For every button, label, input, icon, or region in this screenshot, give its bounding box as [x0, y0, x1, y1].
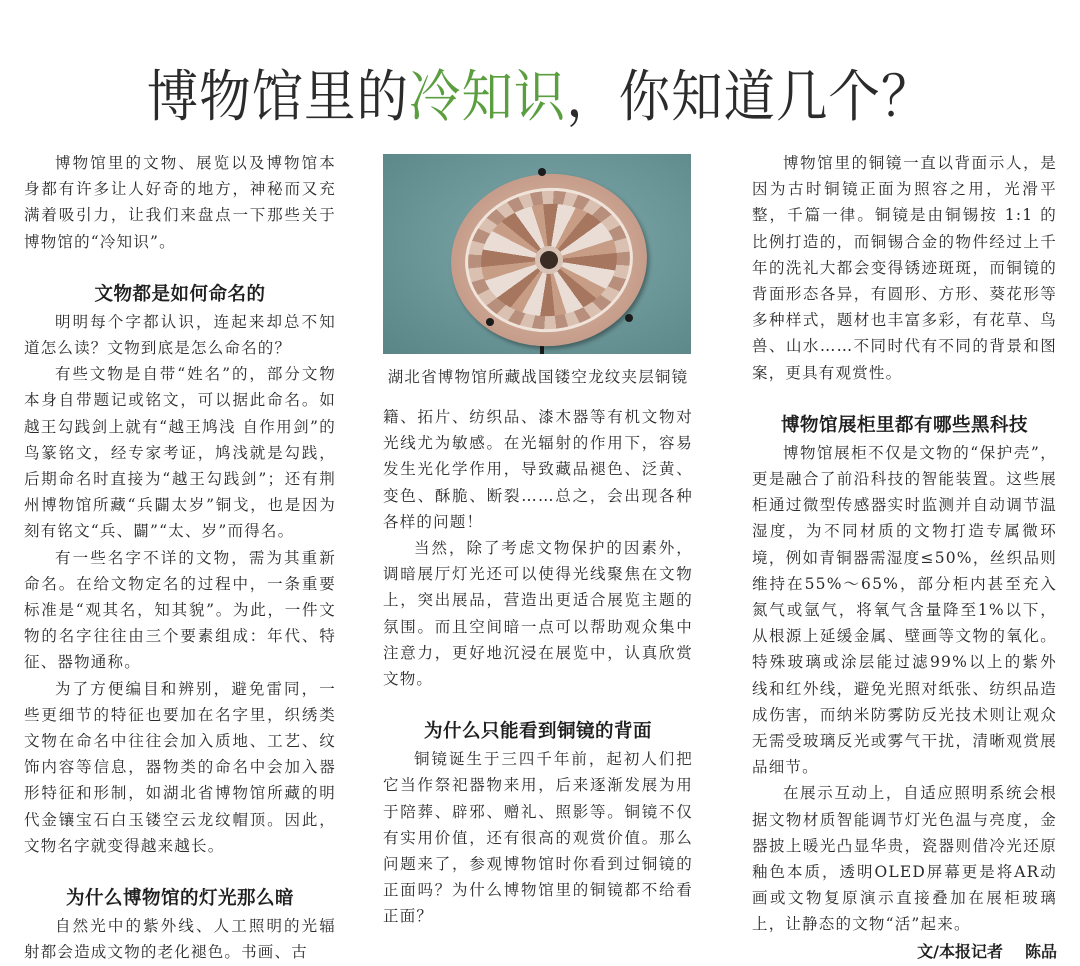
paragraph: 籍、拓片、纺织品、漆木器等有机文物对光线尤为敏感。在光辐射的作用下，容易发生光化学作用，导致藏品褪色、泛黄、变色、酥脆、断裂……总之，会出现各种各样的问题！ — [383, 408, 693, 531]
paragraph: 有些文物是自带“姓名”的，部分文物本身自带题记或铭文，可以据此命名。如越王勾践剑上就有“越王鸠浅 自作用剑”的鸟篆铭文，经专家考证，鸠浅就是勾践，后期命名时直接为“越王勾践剑”；还有荆州博物馆所藏“兵闢太岁”铜戈，也是因为刻有铭文“兵、闢”“太、岁”而得名。 — [24, 365, 336, 541]
paragraph: 博物馆展柜不仅是文物的“保护壳”，更是融合了前沿科技的智能装置。这些展柜通过微型传感器实时监测并自动调节温湿度，为不同材质的文物打造专属微环境，例如青铜器需湿度≤50%，丝织品则维持在55%～65%，部分柜内甚至充入氮气或氩气，将氧气含量降至1%以下，从根源上延缓金属、壁画等文物的氧化。特殊玻璃或涂层能过滤99%以上的紫外线和红外线，避免光照对纸张、纺织品造成伤害，而纳米防雾防反光技术则让观众无需受玻璃反光或雾气干扰，清晰观赏展品细节。 — [752, 443, 1057, 777]
paragraph: 当然，除了考虑文物保护的因素外，调暗展厅灯光还可以使得光线聚焦在文物上，突出展品，营造出更适合展览主题的氛围。而且空间暗一点可以帮助观众集中注意力，更好地沉浸在展览中，认真欣赏文物。 — [383, 539, 693, 689]
paragraph: 在展示互动上，自适应照明系统会根据文物材质智能调节灯光色温与亮度，金器披上暖光凸显华贵，瓷器则借冷光还原釉色本质，透明OLED屏幕更是将AR动画或文物复原演示直接叠加在展柜玻璃上，让静态的文物“活”起来。 — [752, 784, 1057, 934]
figure-caption: 湖北省博物馆所藏战国镂空龙纹夹层铜镜 — [387, 368, 689, 386]
headline-highlight: 冷知识 — [408, 65, 567, 130]
paragraph: 明明每个字都认识，连起来却总不知道怎么读？文物到底是怎么命名的？ — [24, 312, 336, 358]
headline — [43, 62, 1037, 134]
paragraph: 有一些名字不详的文物，需为其重新命名。在给文物定名的过程中，一条重要标准是“观其名，知其貌”。为此，一件文物的名字往往由三个要素组成：年代、特征、器物通称。 — [24, 548, 336, 672]
headline-prefix: 博物馆里的 — [146, 65, 409, 130]
bronze-mirror-photo — [383, 154, 691, 354]
paragraph: 自然光中的紫外线、人工照明的光辐射都会造成文物的老化褪色。书画、古 — [24, 917, 336, 962]
byline-author: 陈品 — [1024, 941, 1057, 961]
section-heading-lighting: 为什么博物馆的灯光那么暗 — [65, 888, 294, 910]
paragraph: 铜镜诞生于三四千年前，起初人们把它当作祭祀器物来用，后来逐渐发展为用于陪葬、辟邪、赠礼、照影等。铜镜不仅有实用价值，还有很高的观赏价值。那么问题来了，参观博物馆时你看到过铜镜的正面吗？为什么博物馆里的铜镜都不给看正面？ — [383, 750, 693, 926]
section-heading-tech: 博物馆展柜里都有哪些黑科技 — [780, 414, 1028, 436]
byline-label: 文/本报记者 — [917, 941, 1003, 961]
paragraph: 为了方便编目和辨别，避免雷同，一些更细节的特征也要加在名字里，织绣类文物在命名中往往会加入质地、工艺、纹饰内容等信息，器物类的命名中会加入器形特征和形制，如湖北省博物馆所藏的明代金镶宝石白玉镂空云龙纹帽顶。因此，文物名字就变得越来越长。 — [24, 679, 336, 855]
section-heading-mirror: 为什么只能看到铜镜的背面 — [423, 721, 652, 743]
byline — [752, 938, 1057, 966]
paragraph: 博物馆里的铜镜一直以背面示人，是因为古时铜镜正面为照容之用，光滑平整，千篇一律。铜镜是由铜锡按 1:1 的比例打造的，而铜锡合金的物件经过上千年的洗礼大都会变得锈迹斑斑，而铜镜的背面形态各异，有圆形、方形、葵花形等多种样式，题材也丰富多彩，有花草、鸟兽、山水……不同时代有不同的背景和图案，更具有观赏性。 — [752, 154, 1057, 382]
intro-paragraph: 博物馆里的文物、展览以及博物馆本身都有许多让人好奇的地方，神秘而又充满着吸引力，让我们来盘点一下那些关于博物馆的“冷知识”。 — [24, 154, 336, 251]
section-heading-naming: 文物都是如何命名的 — [94, 283, 266, 305]
column-2 — [383, 150, 693, 930]
column-3 — [752, 150, 1057, 966]
headline-suffix: ，你知道几个？ — [566, 65, 934, 130]
column-1 — [24, 150, 336, 965]
